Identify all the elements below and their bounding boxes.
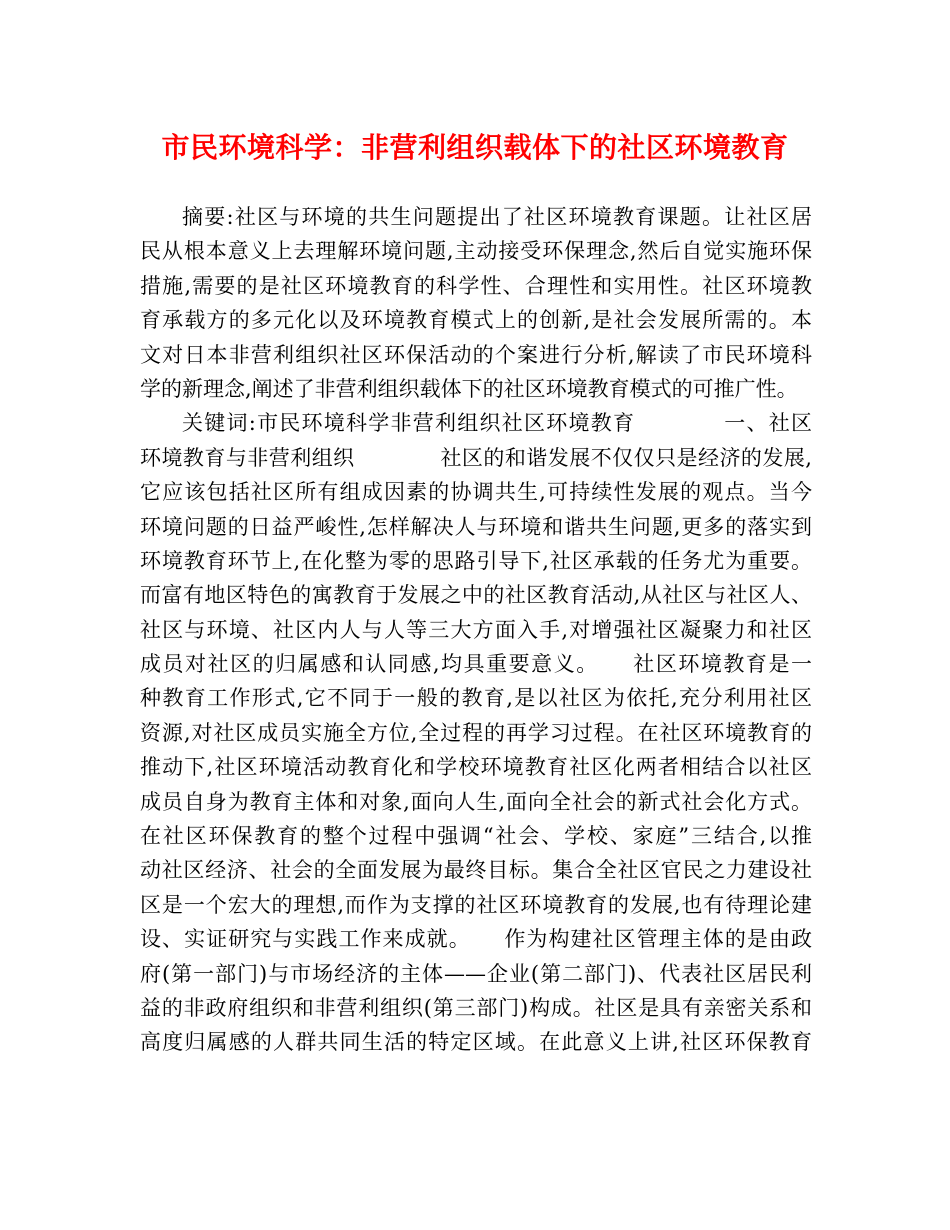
document-body bbox=[140, 200, 812, 1060]
body-line: 关键词:市民环境科学非营利组织社区环境教育 一、社区 bbox=[182, 411, 812, 436]
body-line: 育承载方的多元化以及环境教育模式上的创新,是社会发展所需的。本 bbox=[140, 308, 812, 333]
body-line: 它应该包括社区所有组成因素的协调共生,可持续性发展的观点。当今 bbox=[140, 480, 812, 505]
body-line: 动社区经济、社会的全面发展为最终目标。集合全社区官民之力建设社 bbox=[140, 858, 812, 883]
body-line: 设、实证研究与实践工作来成就。 作为构建社区管理主体的是由政 bbox=[140, 927, 812, 952]
body-line: 种教育工作形式,它不同于一般的教育,是以社区为依托,充分利用社区 bbox=[140, 686, 812, 711]
body-line: 环境问题的日益严峻性,怎样解决人与环境和谐共生问题,更多的落实到 bbox=[140, 514, 812, 539]
body-line: 措施,需要的是社区环境教育的科学性、合理性和实用性。社区环境教 bbox=[140, 273, 812, 298]
body-line: 推动下,社区环境活动教育化和学校环境教育社区化两者相结合以社区 bbox=[140, 755, 812, 780]
body-line: 府(第一部门)与市场经济的主体——企业(第二部门)、代表社区居民利 bbox=[140, 961, 812, 986]
body-line: 而富有地区特色的寓教育于发展之中的社区教育活动,从社区与社区人、 bbox=[140, 583, 812, 608]
body-line: 成员自身为教育主体和对象,面向人生,面向全社会的新式社会化方式。 bbox=[140, 789, 812, 814]
body-line: 在社区环保教育的整个过程中强调“社会、学校、家庭”三结合,以推 bbox=[140, 824, 812, 849]
body-line: 社区与环境、社区内人与人等三大方面入手,对增强社区凝聚力和社区 bbox=[140, 617, 812, 642]
body-line: 益的非政府组织和非营利组织(第三部门)构成。社区是具有亲密关系和 bbox=[140, 995, 812, 1020]
body-line: 成员对社区的归属感和认同感,均具重要意义。 社区环境教育是一 bbox=[140, 652, 812, 677]
body-line: 摘要:社区与环境的共生问题提出了社区环境教育课题。让社区居 bbox=[182, 205, 812, 229]
body-line: 民从根本意义上去理解环境问题,主动接受环保理念,然后自觉实施环保 bbox=[140, 239, 812, 264]
body-line: 高度归属感的人群共同生活的特定区域。在此意义上讲,社区环保教育 bbox=[140, 1030, 812, 1055]
body-line: 环境教育环节上,在化整为零的思路引导下,社区承载的任务尤为重要。 bbox=[140, 548, 812, 573]
document-title: 市民环境科学：非营利组织载体下的社区环境教育 bbox=[161, 131, 789, 164]
body-line: 资源,对社区成员实施全方位,全过程的再学习过程。在社区环境教育的 bbox=[140, 720, 812, 745]
body-line: 学的新理念,阐述了非营利组织载体下的社区环境教育模式的可推广性。 bbox=[140, 376, 798, 401]
body-line: 文对日本非营利组织社区环保活动的个案进行分析,解读了市民环境科 bbox=[140, 342, 812, 367]
body-line: 环境教育与非营利组织 社区的和谐发展不仅仅只是经济的发展, bbox=[140, 445, 812, 470]
body-line: 区是一个宏大的理想,而作为支撑的社区环境教育的发展,也有待理论建 bbox=[140, 892, 812, 917]
